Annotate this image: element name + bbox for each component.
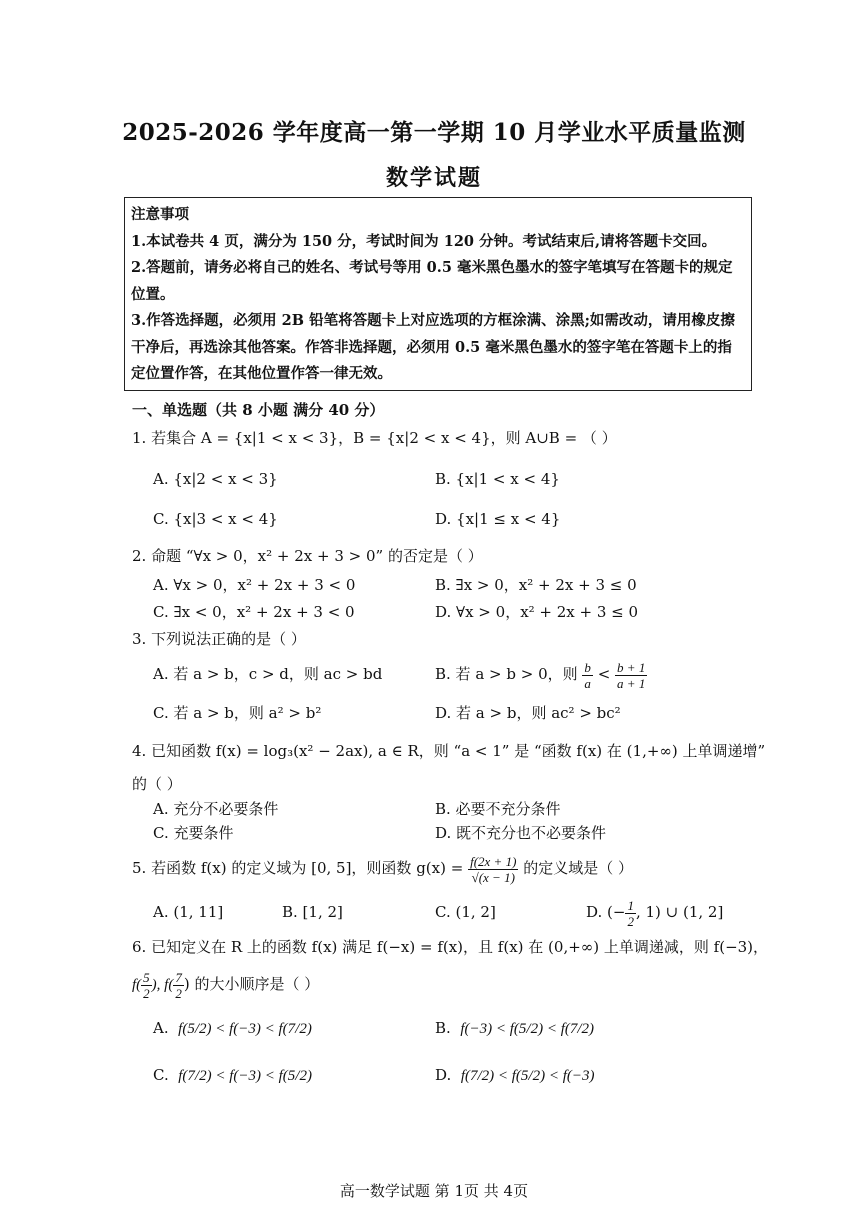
q4-option-c: C. 充要条件: [153, 824, 234, 842]
q2-option-a: A. ∀x > 0，x² + 2x + 3 < 0: [153, 576, 356, 594]
q4-option-b: B. 必要不充分条件: [435, 800, 561, 818]
q2-option-b: B. ∃x > 0，x² + 2x + 3 ≤ 0: [435, 576, 637, 594]
notice-line: 位置。: [131, 285, 175, 303]
q5-option-d: [586, 890, 723, 934]
notice-line: 干净后，再选涂其他答案。作答非选择题，必须用 0.5 毫米黑色墨水的签字笔在答题卡上的指: [131, 338, 732, 356]
notice-heading: 注意事项: [131, 206, 189, 223]
question-5-stem: [132, 846, 633, 890]
page-footer: 高一数学试题 第 1页 共 4页: [339, 1182, 529, 1200]
notice-line: 1.本试卷共 4 页，满分为 150 分，考试时间为 120 分钟。考试结束后,请将答题卡交回。: [131, 232, 717, 250]
question-1-stem: 1. 若集合 A = {x|1 < x < 3}，B = {x|2 < x < 4}，则 A∪B = （ ）: [132, 429, 617, 447]
question-3-stem: 3. 下列说法正确的是（ ）: [132, 630, 306, 648]
section-title: 一、单选题（共 8 小题 满分 40 分）: [132, 401, 385, 419]
q5-option-a: A. (1, 11]: [153, 903, 224, 921]
fraction: $\frac{f(2x + 1)}{√(x - 1)}$: [470, 853, 517, 885]
q3-option-b-text: B. 若 a > b > 0，则: [435, 665, 578, 683]
q5-option-b: B. [1, 2]: [282, 903, 343, 921]
exam-title: 2025-2026 学年度高一第一学期 10 月学业水平质量监测: [122, 119, 746, 146]
q6-option-b: B. f(−3) < f(5/2) < f(7/2): [435, 1019, 595, 1037]
q5-option-c: C. (1, 2]: [435, 903, 496, 921]
q5-option-d-text: , 1) ∪ (1, 2]: [635, 903, 724, 921]
q4-option-a: A. 充分不必要条件: [153, 800, 279, 818]
fraction: $\frac{5}{2}$: [143, 969, 150, 1001]
q3-option-c: C. 若 a > b，则 a² > b²: [153, 704, 322, 722]
notice-line: 定位置作答，在其他位置作答一律无效。: [131, 365, 392, 382]
q5-stem-text: 5. 若函数 f(x) 的定义域为 [0, 5]，则函数 g(x) =: [132, 859, 464, 877]
fraction: $\frac{b}{a}$: [584, 659, 591, 691]
question-6-stem-cont: f( $\frac{5}{2}$ ), f( $\frac{7}{2}$ ) 的大小顺序是（ ）: [132, 969, 320, 1001]
fraction: $\frac{1}{2}$: [627, 897, 634, 929]
notice-line: 2.答题前，请务必将自己的姓名、考试号等用 0.5 毫米黑色墨水的签字笔填写在答题卡的规定: [131, 259, 733, 276]
q1-option-c: C. {x|3 < x < 4}: [153, 510, 278, 528]
q3-option-b: [435, 652, 647, 696]
fraction: $\frac{7}{2}$: [175, 969, 182, 1001]
less-than: <: [597, 665, 611, 683]
exam-subtitle: 数学试题: [385, 165, 482, 191]
q3-option-d: D. 若 a > b，则 ac² > bc²: [435, 704, 621, 722]
question-4-stem-cont: 的（ ）: [132, 775, 182, 793]
notice-box: [124, 197, 752, 391]
q6-option-c: C. f(7/2) < f(−3) < f(5/2): [153, 1066, 312, 1084]
question-6-stem: 6. 已知定义在 R 上的函数 f(x) 满足 f(−x) = f(x)，且 f(x) 在 (0,+∞) 上单调递减，则 f(−3)，: [132, 938, 769, 956]
q4-option-d: D. 既不充分也不必要条件: [435, 824, 607, 842]
q2-option-c: C. ∃x < 0，x² + 2x + 3 < 0: [153, 603, 355, 621]
q2-option-d: D. ∀x > 0，x² + 2x + 3 ≤ 0: [435, 603, 639, 621]
q5-stem-text: 的定义域是（ ）: [523, 859, 633, 877]
q1-option-b: B. {x|1 < x < 4}: [435, 470, 560, 488]
q6-option-a: A. f(5/2) < f(−3) < f(7/2): [153, 1019, 312, 1037]
q6-option-d: D. f(7/2) < f(5/2) < f(−3): [435, 1066, 595, 1084]
q1-option-d: D. {x|1 ≤ x < 4}: [435, 510, 561, 528]
q1-option-a: A. {x|2 < x < 3}: [153, 470, 278, 488]
fraction: $\frac{b + 1}{a + 1}$: [617, 659, 646, 691]
question-4-stem: 4. 已知函数 f(x) = log₃(x² − 2ax), a ∈ R，则 “a < 1” 是 “函数 f(x) 在 (1,+∞) 上单调递增”: [132, 742, 766, 760]
question-2-stem: 2. 命题 “∀x > 0，x² + 2x + 3 > 0” 的否定是（ ）: [132, 547, 483, 565]
q3-option-a: A. 若 a > b，c > d，则 ac > bd: [153, 665, 383, 683]
notice-line: 3.作答选择题，必须用 2B 铅笔将答题卡上对应选项的方框涂满、涂黑;如需改动，请用橡皮擦: [131, 312, 735, 329]
q5-option-d-text: D. (−: [586, 903, 626, 921]
